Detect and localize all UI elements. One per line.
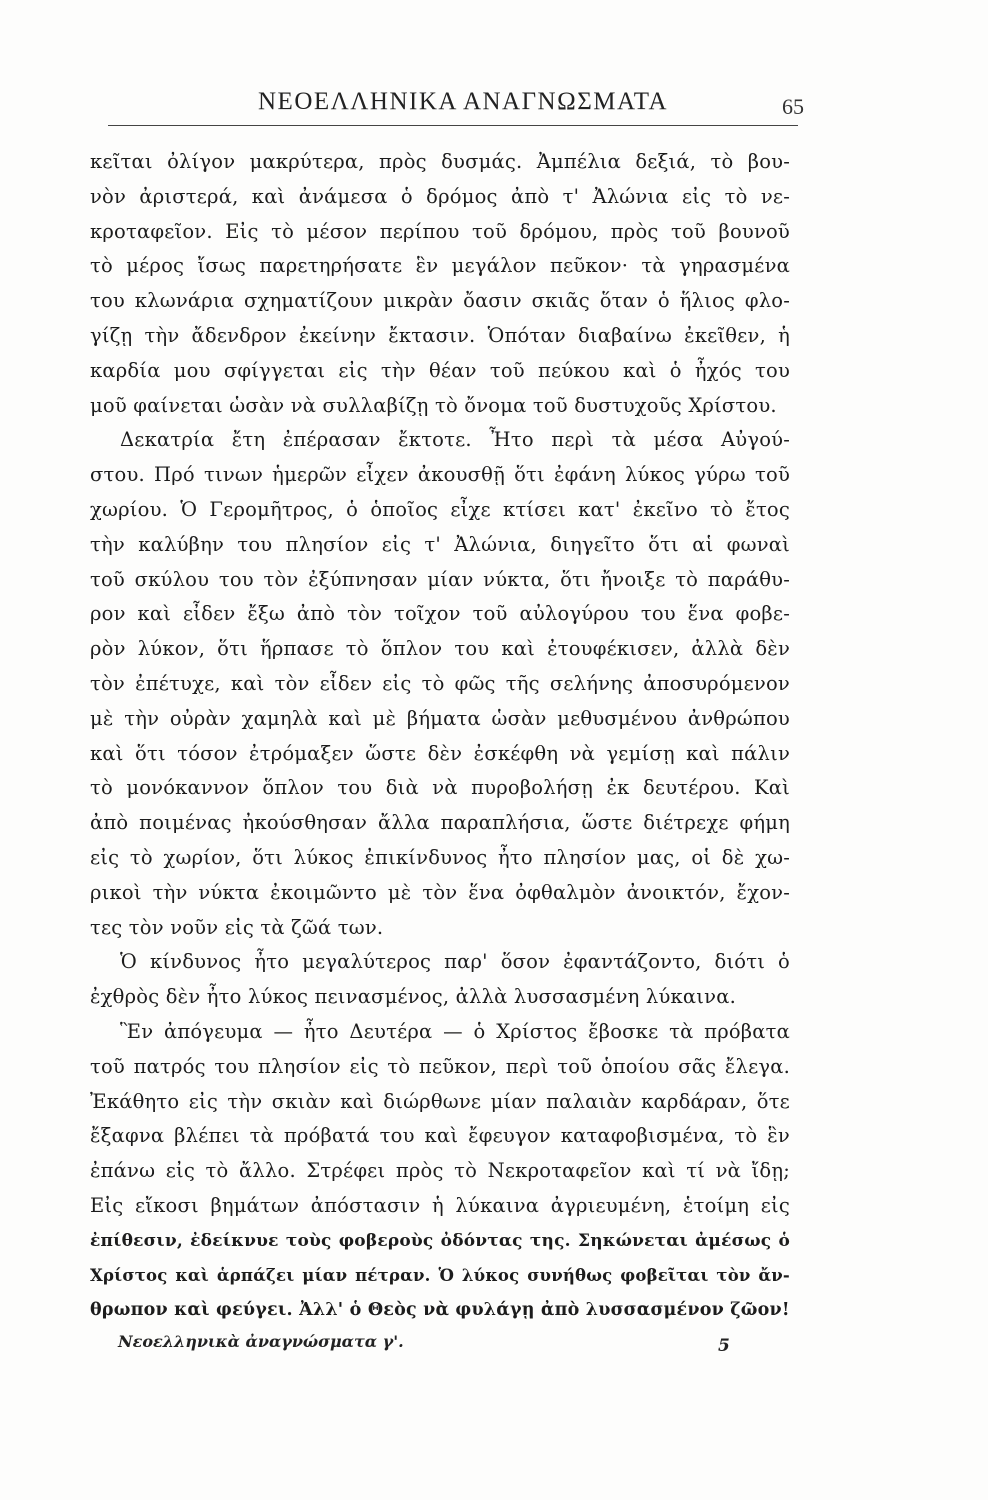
text-line: ρικοὶ τὴν νύκτα ἐκοιμῶντο μὲ τὸν ἕνα ὀφθαλμὸν ἀνοικτόν, ἔχον- [90, 880, 790, 904]
text-line: τὴν καλύβην του πλησίον εἰς τ' Ἀλώνια, διηγεῖτο ὅτι αἱ φωναὶ [90, 532, 790, 556]
text-line: Ὁ κίνδυνος ἦτο μεγαλύτερος παρ' ὅσον ἐφαντάζοντο, διότι ὁ [120, 950, 790, 974]
running-head [110, 88, 810, 120]
page-title: ΝΕΟΕΛΛΗΝΙΚΑ ΑΝΑΓΝΩΣΜΑΤΑ [258, 88, 669, 115]
text-line: τὸν ἐπέτυχε, καὶ τὸν εἶδεν εἰς τὸ φῶς τῆς σελήνης ἀποσυρόμενον [90, 671, 790, 695]
text-line: θρωπον καὶ φεύγει. Ἀλλ' ὁ Θεὸς νὰ φυλάγῃ ἀπὸ λυσσασμένον ζῶον! [90, 1300, 790, 1321]
text-line: ἐπάνω εἰς τὸ ἄλλο. Στρέφει πρὸς τὸ Νεκροταφεῖον καὶ τί νὰ ἴδῃ; [90, 1159, 790, 1183]
text-line: γίζῃ τὴν ἄδενδρον ἐκείνην ἔκτασιν. Ὁπόταν διαβαίνω ἐκεῖθεν, ἡ [90, 323, 790, 347]
text-line: καρδία μου σφίγγεται εἰς τὴν θέαν τοῦ πεύκου καὶ ὁ ἦχός του [90, 358, 790, 382]
text-line: Ἐκάθητο εἰς τὴν σκιὰν καὶ διώρθωνε μίαν παλαιὰν καρδάραν, ὅτε [90, 1089, 790, 1113]
text-line: εἰς τὸ χωρίον, ὅτι λύκος ἐπικίνδυνος ἦτο πλησίον μας, οἱ δὲ χω- [90, 845, 790, 869]
text-line: μὲ τὴν οὐρὰν χαμηλὰ καὶ μὲ βήματα ὡσὰν μεθυσμένου ἀνθρώπου [90, 706, 790, 730]
page-number: 65 [782, 94, 804, 119]
text-line: Χρίστος καὶ ἁρπάζει μίαν πέτραν. Ὁ λύκος συνήθως φοβεῖται τὸν ἄν- [90, 1265, 790, 1285]
text-line: ρὸν λύκον, ὅτι ἥρπασε τὸ ὅπλον του καὶ ἐτουφέκισεν, ἀλλὰ δὲν [90, 637, 790, 661]
text-line: Εἰς εἴκοσι βημάτων ἀπόστασιν ἡ λύκαινα ἀγριευμένη, ἑτοίμη εἰς [90, 1193, 790, 1217]
text-line: τὸ μονόκαννον ὅπλον του διὰ νὰ πυροβολήσῃ ἐκ δευτέρου. Καὶ [90, 776, 790, 800]
text-line: κεῖται ὀλίγον μακρύτερα, πρὸς δυσμάς. Ἀμπέλια δεξιά, τὸ βου- [90, 150, 790, 173]
signature-mark: 5 [718, 1336, 730, 1356]
text-line: μοῦ φαίνεται ὡσὰν νὰ συλλαβίζῃ τὸ ὄνομα τοῦ δυστυχοῦς Χρίστου. [90, 393, 777, 417]
footer-book-title: Νεοελληνικὰ ἀναγνώσματα γ'. [118, 1332, 404, 1351]
text-line: τὸ μέρος ἴσως παρετηρήσατε ἓν μεγάλον πεῦκον· τὰ γηρασμένα [90, 254, 790, 278]
text-line: τοῦ σκύλου του τὸν ἐξύπνησαν μίαν νύκτα, ὅτι ἤνοιξε τὸ παράθυ- [90, 567, 790, 591]
text-line: ἀπὸ ποιμένας ἠκούσθησαν ἄλλα παραπλήσια, ὥστε διέτρεχε φήμη [90, 811, 790, 835]
text-line: χωρίου. Ὁ Γερομῆτρος, ὁ ὁποῖος εἶχε κτίσει κατ' ἐκεῖνο τὸ ἔτος [90, 497, 790, 521]
text-line: Δεκατρία ἔτη ἐπέρασαν ἔκτοτε. Ἦτο περὶ τὰ μέσα Αὐγού- [120, 428, 790, 452]
text-line: ρον καὶ εἶδεν ἔξω ἀπὸ τὸν τοῖχον τοῦ αὐλογύρου του ἕνα φοβε- [90, 602, 790, 626]
text-line: νὸν ἀριστερά, καὶ ἀνάμεσα ὁ δρόμος ἀπὸ τ' Ἀλώνια εἰς τὸ νε- [90, 184, 790, 208]
page-footer [118, 1332, 748, 1362]
text-line: ἐπίθεσιν, ἐδείκνυε τοὺς φοβεροὺς ὀδόντας της. Σηκώνεται ἀμέσως ὁ [90, 1230, 790, 1251]
text-line: τοῦ πατρός του πλησίον εἰς τὸ πεῦκον, περὶ τοῦ ὁποίου σᾶς ἔλεγα. [90, 1054, 790, 1078]
header-rule [108, 125, 798, 126]
text-line: ἔξαφνα βλέπει τὰ πρόβατά του καὶ ἔφευγον καταφοβισμένα, τὸ ἓν [90, 1124, 790, 1148]
text-line: Ἓν ἀπόγευμα — ἦτο Δευτέρα — ὁ Χρίστος ἔβοσκε τὰ πρόβατα [120, 1019, 790, 1043]
text-line: ἐχθρὸς δὲν ἦτο λύκος πεινασμένος, ἀλλὰ λυσσασμένη λύκαινα. [90, 985, 736, 1009]
text-line: τες τὸν νοῦν εἰς τὰ ζῶά των. [90, 915, 384, 939]
text-line: του κλωνάρια σχηματίζουν μικρὰν ὄασιν σκιᾶς ὅταν ὁ ἥλιος φλο- [90, 289, 790, 313]
text-line: στου. Πρό τινων ἡμερῶν εἶχεν ἀκουσθῇ ὅτι ἐφάνη λύκος γύρω τοῦ [90, 463, 790, 487]
body-text [90, 145, 790, 1328]
text-line: καὶ ὅτι τόσον ἐτρόμαξεν ὥστε δὲν ἐσκέφθη νὰ γεμίσῃ καὶ πάλιν [90, 741, 790, 765]
text-line: κροταφεῖον. Εἰς τὸ μέσον περίπου τοῦ δρόμου, πρὸς τοῦ βουνοῦ [90, 219, 790, 243]
